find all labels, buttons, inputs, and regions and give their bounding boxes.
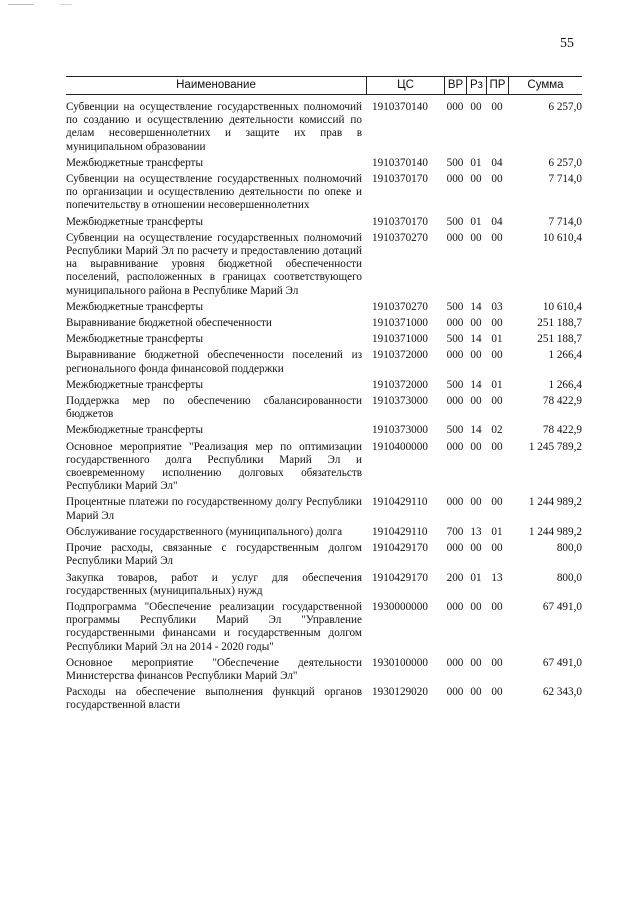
row-sum: 800,0 <box>556 571 582 584</box>
row-cs-code: 1910371000 <box>372 333 428 346</box>
row-name: Обслуживание государственного (муниципального) долга <box>66 525 343 538</box>
table-row <box>66 441 582 494</box>
row-name: Субвенции на осуществление государственных полномочий Республики Марий Эл по расчету и предоставлению дотаций на выравнивание уровня бюджетной обеспеченности поселений, расположенных в границах соответствующего муниципального района в Республике Марий Эл <box>66 231 362 297</box>
row-sum: 251 188,7 <box>537 317 582 330</box>
row-cs-code: 1910370140 <box>372 101 428 113</box>
row-sum: 6 257,0 <box>548 156 582 169</box>
header-rz: Рз <box>466 77 486 94</box>
row-rz-code: 00 <box>470 349 482 362</box>
row-vr-code: 000 <box>446 317 464 330</box>
table-header <box>66 76 582 95</box>
row-rz-code: 01 <box>470 571 482 584</box>
row-sum: 251 188,7 <box>537 333 582 346</box>
row-name: Закупка товаров, работ и услуг для обеспечения государственных (муниципальных) нужд <box>66 571 362 597</box>
row-name: Основное мероприятие "Обеспечение деятельности Министерства финансов Республики Марий Эл" <box>66 656 362 682</box>
row-name: Межбюджетные трансферты <box>66 378 203 391</box>
row-name: Субвенции на осуществление государственных полномочий по созданию и осуществлению деятельности комиссий по делам несовершеннолетних и защите их прав в муниципальном образовании <box>66 101 362 153</box>
row-sum: 1 266,4 <box>548 349 582 362</box>
row-pr-code: 04 <box>491 215 503 228</box>
row-sum: 1 266,4 <box>548 378 582 391</box>
row-rz-code: 00 <box>470 440 482 453</box>
row-name: Межбюджетные трансферты <box>66 333 203 346</box>
table-row <box>66 496 582 522</box>
row-rz-code: 00 <box>470 317 482 330</box>
row-vr-code: 500 <box>446 300 464 313</box>
row-pr-code: 01 <box>491 333 503 346</box>
row-sum: 1 244 989,2 <box>528 496 582 509</box>
row-pr-code: 01 <box>491 525 503 538</box>
row-cs-code: 1910373000 <box>372 424 428 437</box>
row-vr-code: 000 <box>446 600 464 613</box>
table-row <box>66 686 582 712</box>
row-rz-code: 14 <box>470 333 482 346</box>
row-rz-code: 14 <box>470 300 482 313</box>
row-cs-code: 1910371000 <box>372 317 428 330</box>
row-cs-code: 1910429170 <box>372 542 428 555</box>
row-pr-code: 00 <box>491 686 503 699</box>
row-vr-code: 200 <box>446 571 464 584</box>
table-row <box>66 542 582 568</box>
table-row <box>66 216 582 229</box>
table-row <box>66 317 582 330</box>
row-vr-code: 000 <box>446 101 464 113</box>
row-name: Расходы на обеспечение выполнения функций органов государственной власти <box>66 686 362 712</box>
table-row <box>66 526 582 539</box>
table-row <box>66 379 582 392</box>
row-sum: 1 245 789,2 <box>528 440 582 453</box>
row-pr-code: 01 <box>491 378 503 391</box>
row-sum: 10 610,4 <box>542 300 582 313</box>
row-name: Межбюджетные трансферты <box>66 156 203 169</box>
row-pr-code: 00 <box>491 317 503 330</box>
row-vr-code: 700 <box>446 525 464 538</box>
row-name: Процентные платежи по государственному долгу Республики Марий Эл <box>66 496 362 522</box>
row-name: Межбюджетные трансферты <box>66 215 203 228</box>
row-rz-code: 01 <box>470 215 482 228</box>
row-sum: 7 714,0 <box>548 215 582 228</box>
row-cs-code: 1910370170 <box>372 215 428 228</box>
row-name: Подпрограмма "Обеспечение реализации государственной программы Республики Марий Эл "Управление государственными финансами и государственным долгом Республики Марий Эл на 2014 - 2020 годы" <box>66 600 362 653</box>
row-name: Межбюджетные трансферты <box>66 300 203 313</box>
page-number: 55 <box>560 36 574 51</box>
table-body <box>66 101 582 713</box>
row-vr-code: 000 <box>446 496 464 509</box>
row-rz-code: 00 <box>470 173 482 186</box>
row-cs-code: 1910370170 <box>372 173 428 186</box>
row-sum: 6 257,0 <box>548 101 582 113</box>
row-rz-code: 00 <box>470 656 482 669</box>
row-pr-code: 13 <box>491 571 503 584</box>
row-vr-code: 500 <box>446 215 464 228</box>
row-pr-code: 04 <box>491 156 503 169</box>
row-vr-code: 000 <box>446 231 464 244</box>
header-sum: Сумма <box>508 77 582 94</box>
table-row <box>66 157 582 170</box>
row-rz-code: 13 <box>470 525 482 538</box>
row-pr-code: 00 <box>491 349 503 362</box>
row-cs-code: 1910429110 <box>372 496 428 509</box>
row-sum: 10 610,4 <box>542 231 582 244</box>
row-pr-code: 00 <box>491 600 503 613</box>
row-rz-code: 00 <box>470 542 482 555</box>
row-pr-code: 00 <box>491 656 503 669</box>
header-pr: ПР <box>486 77 508 94</box>
row-sum: 62 343,0 <box>542 686 582 699</box>
row-vr-code: 000 <box>446 395 464 408</box>
row-pr-code: 03 <box>491 300 503 313</box>
row-vr-code: 500 <box>446 424 464 437</box>
row-name: Выравнивание бюджетной обеспеченности <box>66 317 272 330</box>
row-cs-code: 1910429170 <box>372 571 428 584</box>
row-rz-code: 00 <box>470 231 482 244</box>
row-sum: 67 491,0 <box>542 600 582 613</box>
row-rz-code: 00 <box>470 600 482 613</box>
row-rz-code: 00 <box>470 395 482 408</box>
row-pr-code: 02 <box>491 424 503 437</box>
row-sum: 800,0 <box>556 542 582 555</box>
table-row <box>66 301 582 314</box>
row-sum: 1 244 989,2 <box>528 525 582 538</box>
row-vr-code: 000 <box>446 686 464 699</box>
scan-artifact-mark <box>8 4 34 5</box>
row-name: Поддержка мер по обеспечению сбалансированности бюджетов <box>66 395 362 421</box>
row-vr-code: 000 <box>446 656 464 669</box>
row-sum: 67 491,0 <box>542 656 582 669</box>
row-vr-code: 500 <box>446 378 464 391</box>
row-vr-code: 000 <box>446 349 464 362</box>
table-row <box>66 333 582 346</box>
row-pr-code: 00 <box>491 231 503 244</box>
row-name: Межбюджетные трансферты <box>66 424 203 437</box>
row-rz-code: 00 <box>470 101 482 113</box>
row-cs-code: 1910429110 <box>372 525 428 538</box>
row-vr-code: 000 <box>446 542 464 555</box>
row-rz-code: 01 <box>470 156 482 169</box>
table-row <box>66 424 582 437</box>
scan-artifact-mark-2 <box>60 4 72 5</box>
row-rz-code: 14 <box>470 378 482 391</box>
row-cs-code: 1910400000 <box>372 440 428 453</box>
row-rz-code: 00 <box>470 686 482 699</box>
row-cs-code: 1930000000 <box>372 600 428 613</box>
row-rz-code: 00 <box>470 496 482 509</box>
row-name: Субвенции на осуществление государственных полномочий по организации и осуществлению деятельности по опеке и попечительству в отношении несовершеннолетних <box>66 173 362 212</box>
row-vr-code: 000 <box>446 173 464 186</box>
budget-table <box>66 76 582 716</box>
table-row <box>66 173 582 213</box>
row-vr-code: 500 <box>446 333 464 346</box>
header-cs: ЦС <box>366 77 444 94</box>
row-cs-code: 1910372000 <box>372 349 428 362</box>
row-sum: 7 714,0 <box>548 173 582 186</box>
row-pr-code: 00 <box>491 101 503 113</box>
table-row <box>66 395 582 421</box>
table-row <box>66 349 582 375</box>
row-pr-code: 00 <box>491 440 503 453</box>
table-row <box>66 232 582 298</box>
header-vr: ВР <box>444 77 466 94</box>
row-cs-code: 1910370270 <box>372 300 428 313</box>
row-cs-code: 1930100000 <box>372 656 428 669</box>
row-pr-code: 00 <box>491 395 503 408</box>
row-vr-code: 500 <box>446 156 464 169</box>
row-cs-code: 1910370140 <box>372 156 428 169</box>
row-name: Прочие расходы, связанные с государственным долгом Республики Марий Эл <box>66 542 362 568</box>
row-cs-code: 1910373000 <box>372 395 428 408</box>
row-sum: 78 422,9 <box>542 395 582 408</box>
row-name: Основное мероприятие "Реализация мер по оптимизации государственного долга Республики Марий Эл и своевременному исполнению долговых обязательств Республики Марий Эл" <box>66 440 362 493</box>
table-row <box>66 101 582 154</box>
row-cs-code: 1910370270 <box>372 231 428 244</box>
row-pr-code: 00 <box>491 542 503 555</box>
row-pr-code: 00 <box>491 496 503 509</box>
row-cs-code: 1930129020 <box>372 686 428 699</box>
row-cs-code: 1910372000 <box>372 378 428 391</box>
table-row <box>66 601 582 654</box>
table-row <box>66 657 582 683</box>
header-name: Наименование <box>176 79 256 91</box>
row-name: Выравнивание бюджетной обеспеченности поселений из регионального фонда финансовой поддержки <box>66 349 362 375</box>
row-sum: 78 422,9 <box>542 424 582 437</box>
table-row <box>66 572 582 598</box>
row-rz-code: 14 <box>470 424 482 437</box>
row-pr-code: 00 <box>491 173 503 186</box>
row-vr-code: 000 <box>446 440 464 453</box>
